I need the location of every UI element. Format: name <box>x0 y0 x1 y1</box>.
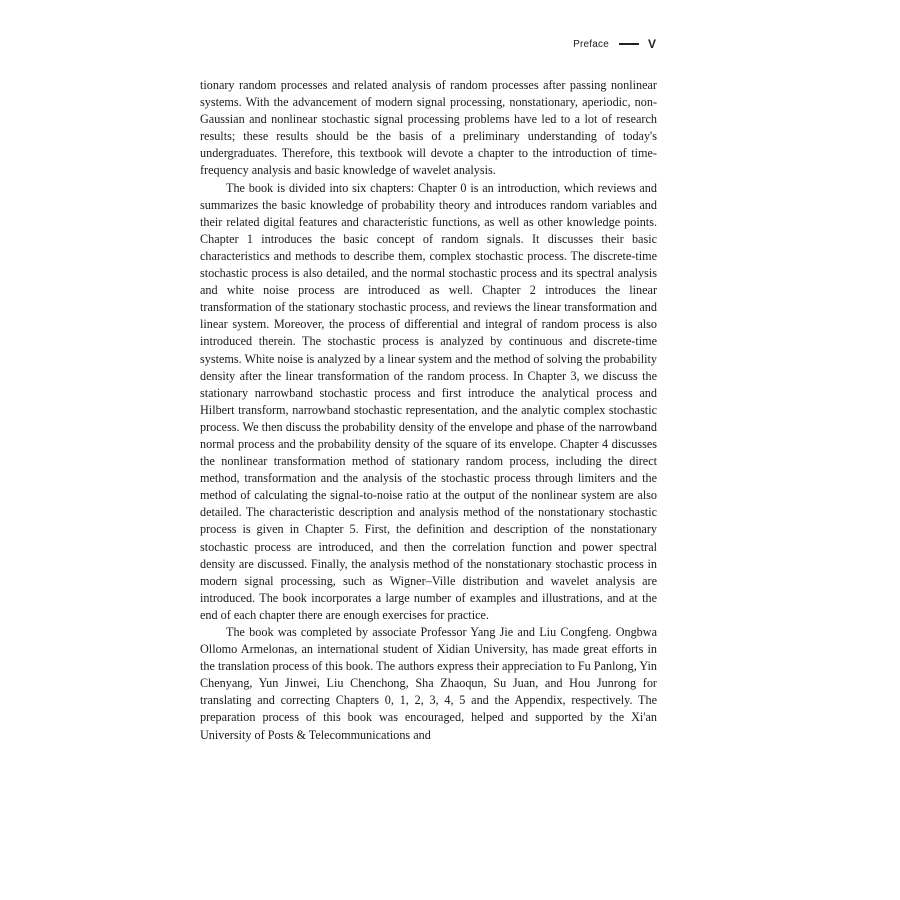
running-header <box>560 36 656 52</box>
running-header-section-title: Preface <box>573 38 609 50</box>
page-number: V <box>647 37 656 51</box>
body-text <box>200 77 657 744</box>
paragraph-acknowledgements: The book was completed by associate Professor Yang Jie and Liu Congfeng. Ongbwa Ollomo Armelonas, an international student of Xidian University, has made great efforts in the translation process of this book. The authors express their appreciation to Fu Panlong, Yin Chenyang, Yun Jinwei, Liu Chenchong, Sha Zhaoqun, Su Juan, and Hou Junrong for translating and correcting Chapters 0, 1, 2, 3, 4, 5 and the Appendix, respectively. The preparation process of this book was encouraged, helped and supported by the Xi'an University of Posts & Telecommunications and <box>200 625 657 742</box>
paragraph-chapter-overview: The book is divided into six chapters: Chapter 0 is an introduction, which reviews and summarizes the basic knowledge of probability theory and introduces random variables and their related digital features and characteristic functions, as well as other knowledge points. Chapter 1 introduces the basic concept of random signals. It discusses their basic characteristics and methods to describe them, complex stochastic process. The discrete-time stochastic process is also detailed, and the normal stochastic process and its spectral analysis and white noise process are introduced as well. Chapter 2 introduces the linear transformation of the stationary stochastic process, and reviews the linear transformation and linear system. Moreover, the process of differential and integral of random process is also introduced therein. The stochastic process is analyzed by continuous and discrete-time systems. White noise is analyzed by a linear system and the method of solving the probability density after the linear transformation of the random process. In Chapter 3, we discuss the stationary narrowband stochastic process and first introduce the analytical process and Hilbert transform, narrowband stochastic representation, and the analytic complex stochastic process. We then discuss the probability density of the envelope and phase of the narrowband normal process and the probability density of the square of its envelope. Chapter 4 discusses the nonlinear transformation method of stationary random process, including the direct method, transformation and the analysis of the stochastic process through limiters and the method of calculating the signal-to-noise ratio at the output of the nonlinear system are also detailed. The characteristic description and analysis method of the nonstationary stochastic process is given in Chapter 5. First, the definition and description of the nonstationary stochastic process are introduced, and then the correlation function and power spectral density are discussed. Finally, the analysis method of the nonstationary stochastic process in modern signal processing, such as Wigner–Ville distribution and wavelet analysis are introduced. The book incorporates a large number of examples and illustrations, and at the end of each chapter there are enough exercises for practice. <box>200 180 657 622</box>
header-rule <box>619 43 639 45</box>
paragraph-continuation: tionary random processes and related analysis of random processes after passing nonlinear systems. With the advancement of modern signal processing, nonstationary, aperiodic, non-Gaussian and nonlinear stochastic signal processing problems have led to a lot of research results; these results should be the basis of a preliminary understanding of today's undergraduates. Therefore, this textbook will devote a chapter to the introduction of time-frequency analysis and basic knowledge of wavelet analysis. <box>200 78 657 178</box>
